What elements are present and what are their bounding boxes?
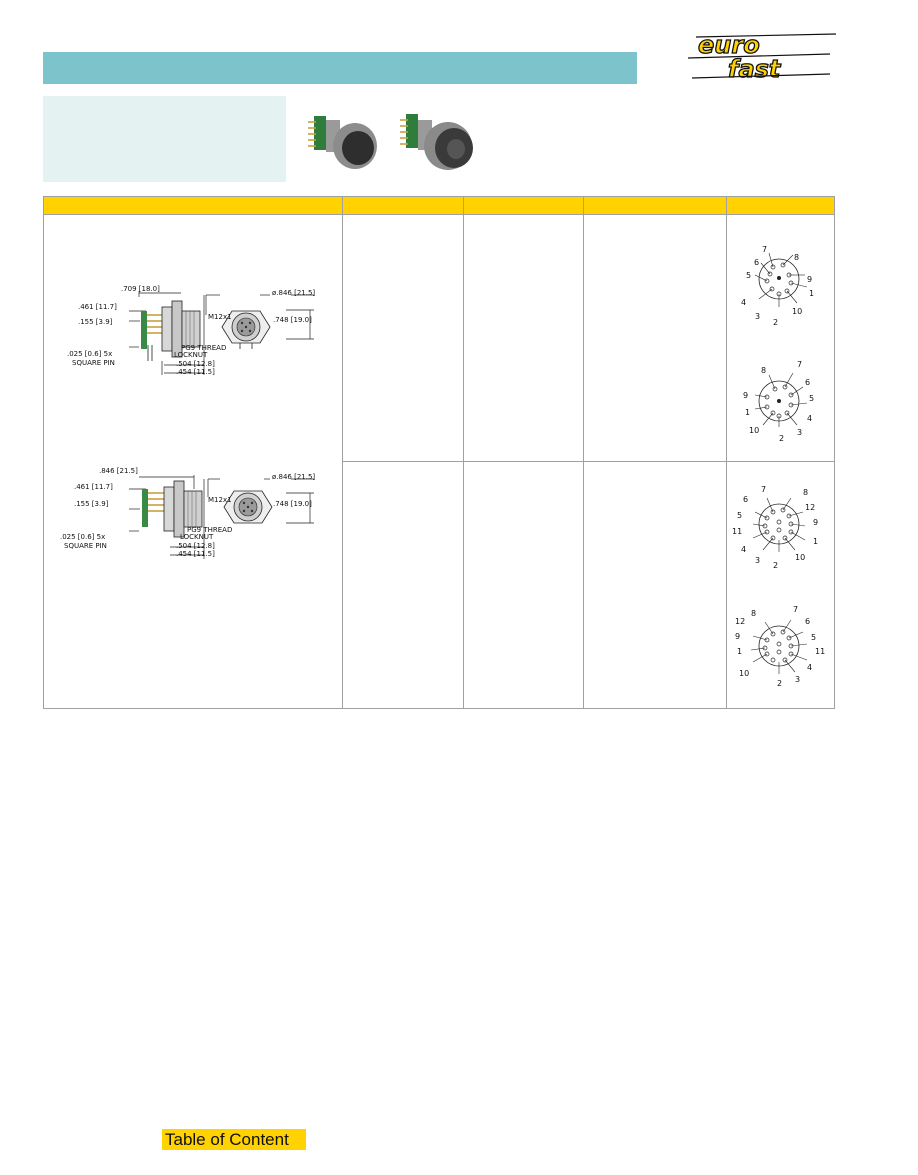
header-cell-4 [584, 197, 727, 215]
dim-label: SQUARE PIN [64, 542, 107, 550]
pin-label: 4 [741, 298, 747, 307]
spec-cell [343, 462, 464, 709]
dim-label: .454 [11.5] [176, 550, 215, 558]
pin-label: 5 [809, 394, 815, 403]
title-bar [43, 52, 637, 84]
locknut-label: LOCKNUT [174, 351, 208, 359]
pin-label: 2 [779, 434, 785, 443]
female-connector-photo [300, 110, 400, 174]
header-cell-2 [343, 197, 464, 215]
pin-label: 3 [795, 675, 801, 684]
pin-label: 6 [754, 258, 760, 267]
dim-label: .454 [11.5] [176, 368, 215, 375]
pinout-cell-10pin [727, 215, 835, 462]
pin-label: 12 [735, 617, 746, 626]
pin-label: 3 [797, 428, 803, 437]
pin-label: 7 [762, 245, 768, 254]
dimension-drawing-1 [44, 215, 342, 375]
header-cell-1 [44, 197, 343, 215]
pin-label: 10 [795, 553, 806, 562]
pin-label: 6 [805, 378, 811, 387]
dim-label: .504 [12.8] [176, 360, 215, 368]
male-connector-photo [392, 110, 492, 174]
pin-label: 2 [773, 318, 779, 327]
pin-label: 3 [755, 312, 761, 321]
pin-label: 9 [813, 518, 819, 527]
pin-label: 5 [737, 511, 743, 520]
pin-label: 6 [805, 617, 811, 626]
pin-label: 6 [743, 495, 749, 504]
pin-label: 4 [807, 663, 813, 672]
pin-label: 8 [794, 253, 800, 262]
spec-cell [343, 215, 464, 462]
spec-cell [584, 215, 727, 462]
dim-label: .748 [19.0] [273, 500, 312, 508]
logo-euro: euro [698, 31, 760, 59]
pin-label: 1 [737, 647, 743, 656]
thread-label: M12x1 [208, 313, 232, 321]
info-box [43, 96, 286, 182]
header-cell-5 [727, 197, 835, 215]
table-of-content-link[interactable]: Table of Content [162, 1129, 306, 1150]
pg9-label: PG9 THREAD [181, 344, 227, 352]
dim-label: .155 [3.9] [74, 500, 109, 508]
spec-cell [584, 462, 727, 709]
thread-label: M12x1 [208, 496, 232, 504]
spec-table [43, 196, 835, 709]
pin-label: 9 [743, 391, 749, 400]
pin-label: 10 [792, 307, 803, 316]
pin-label: 7 [761, 485, 767, 494]
header-cell-3 [464, 197, 584, 215]
dim-label: ø.846 [21.5] [272, 473, 316, 481]
pin-label: 8 [803, 488, 809, 497]
pin-label: 10 [749, 426, 760, 435]
pin-label: 9 [735, 632, 741, 641]
pin-label: 5 [811, 633, 817, 642]
pin-label: 12 [805, 503, 816, 512]
pin-label: 4 [741, 545, 747, 554]
dim-label: .461 [11.7] [78, 303, 117, 311]
pin-label: 7 [793, 605, 799, 614]
dimension-drawings-cell [44, 215, 343, 709]
pin-label: 7 [797, 360, 803, 369]
pinout-12pin-female [727, 462, 834, 582]
table-row [44, 215, 835, 462]
dim-label: ø.846 [21.5] [272, 289, 316, 297]
pin-label: 11 [732, 527, 743, 536]
pin-label: 9 [807, 275, 813, 284]
pin-label: 3 [755, 556, 761, 565]
dim-label: SQUARE PIN [72, 359, 115, 367]
pinout-10pin-male [727, 339, 834, 457]
pin-label: 1 [809, 289, 815, 298]
pin-label: 8 [751, 609, 757, 618]
spec-cell [464, 215, 584, 462]
dim-label: .846 [21.5] [99, 467, 138, 475]
pin-label: 8 [761, 366, 767, 375]
pin-label: 2 [773, 561, 779, 570]
locknut-label: LOCKNUT [180, 533, 214, 541]
pin-label: 1 [813, 537, 819, 546]
pin-label: 11 [815, 647, 826, 656]
dim-label: .504 [12.8] [176, 542, 215, 550]
spec-cell [464, 462, 584, 709]
pg9-label: PG9 THREAD [187, 526, 233, 534]
pin-label: 1 [745, 408, 751, 417]
pinout-12pin-male [727, 586, 834, 704]
dimension-drawing-2 [44, 449, 342, 559]
pin-label: 5 [746, 271, 752, 280]
dim-label: .155 [3.9] [78, 318, 113, 326]
dim-label: .709 [18.0] [121, 285, 160, 293]
dim-label: .025 [0.6] 5x [60, 533, 106, 541]
eurofast-logo [680, 28, 840, 83]
logo-fast: fast [728, 55, 781, 83]
pin-label: 2 [777, 679, 783, 688]
pin-label: 4 [807, 414, 813, 423]
pinout-cell-12pin [727, 462, 835, 709]
spec-header-row [44, 197, 835, 215]
pinout-10pin-female [727, 215, 834, 335]
dim-label: .025 [0.6] 5x [67, 350, 113, 358]
dim-label: .748 [19.0] [273, 316, 312, 324]
pin-label: 10 [739, 669, 750, 678]
dim-label: .461 [11.7] [74, 483, 113, 491]
